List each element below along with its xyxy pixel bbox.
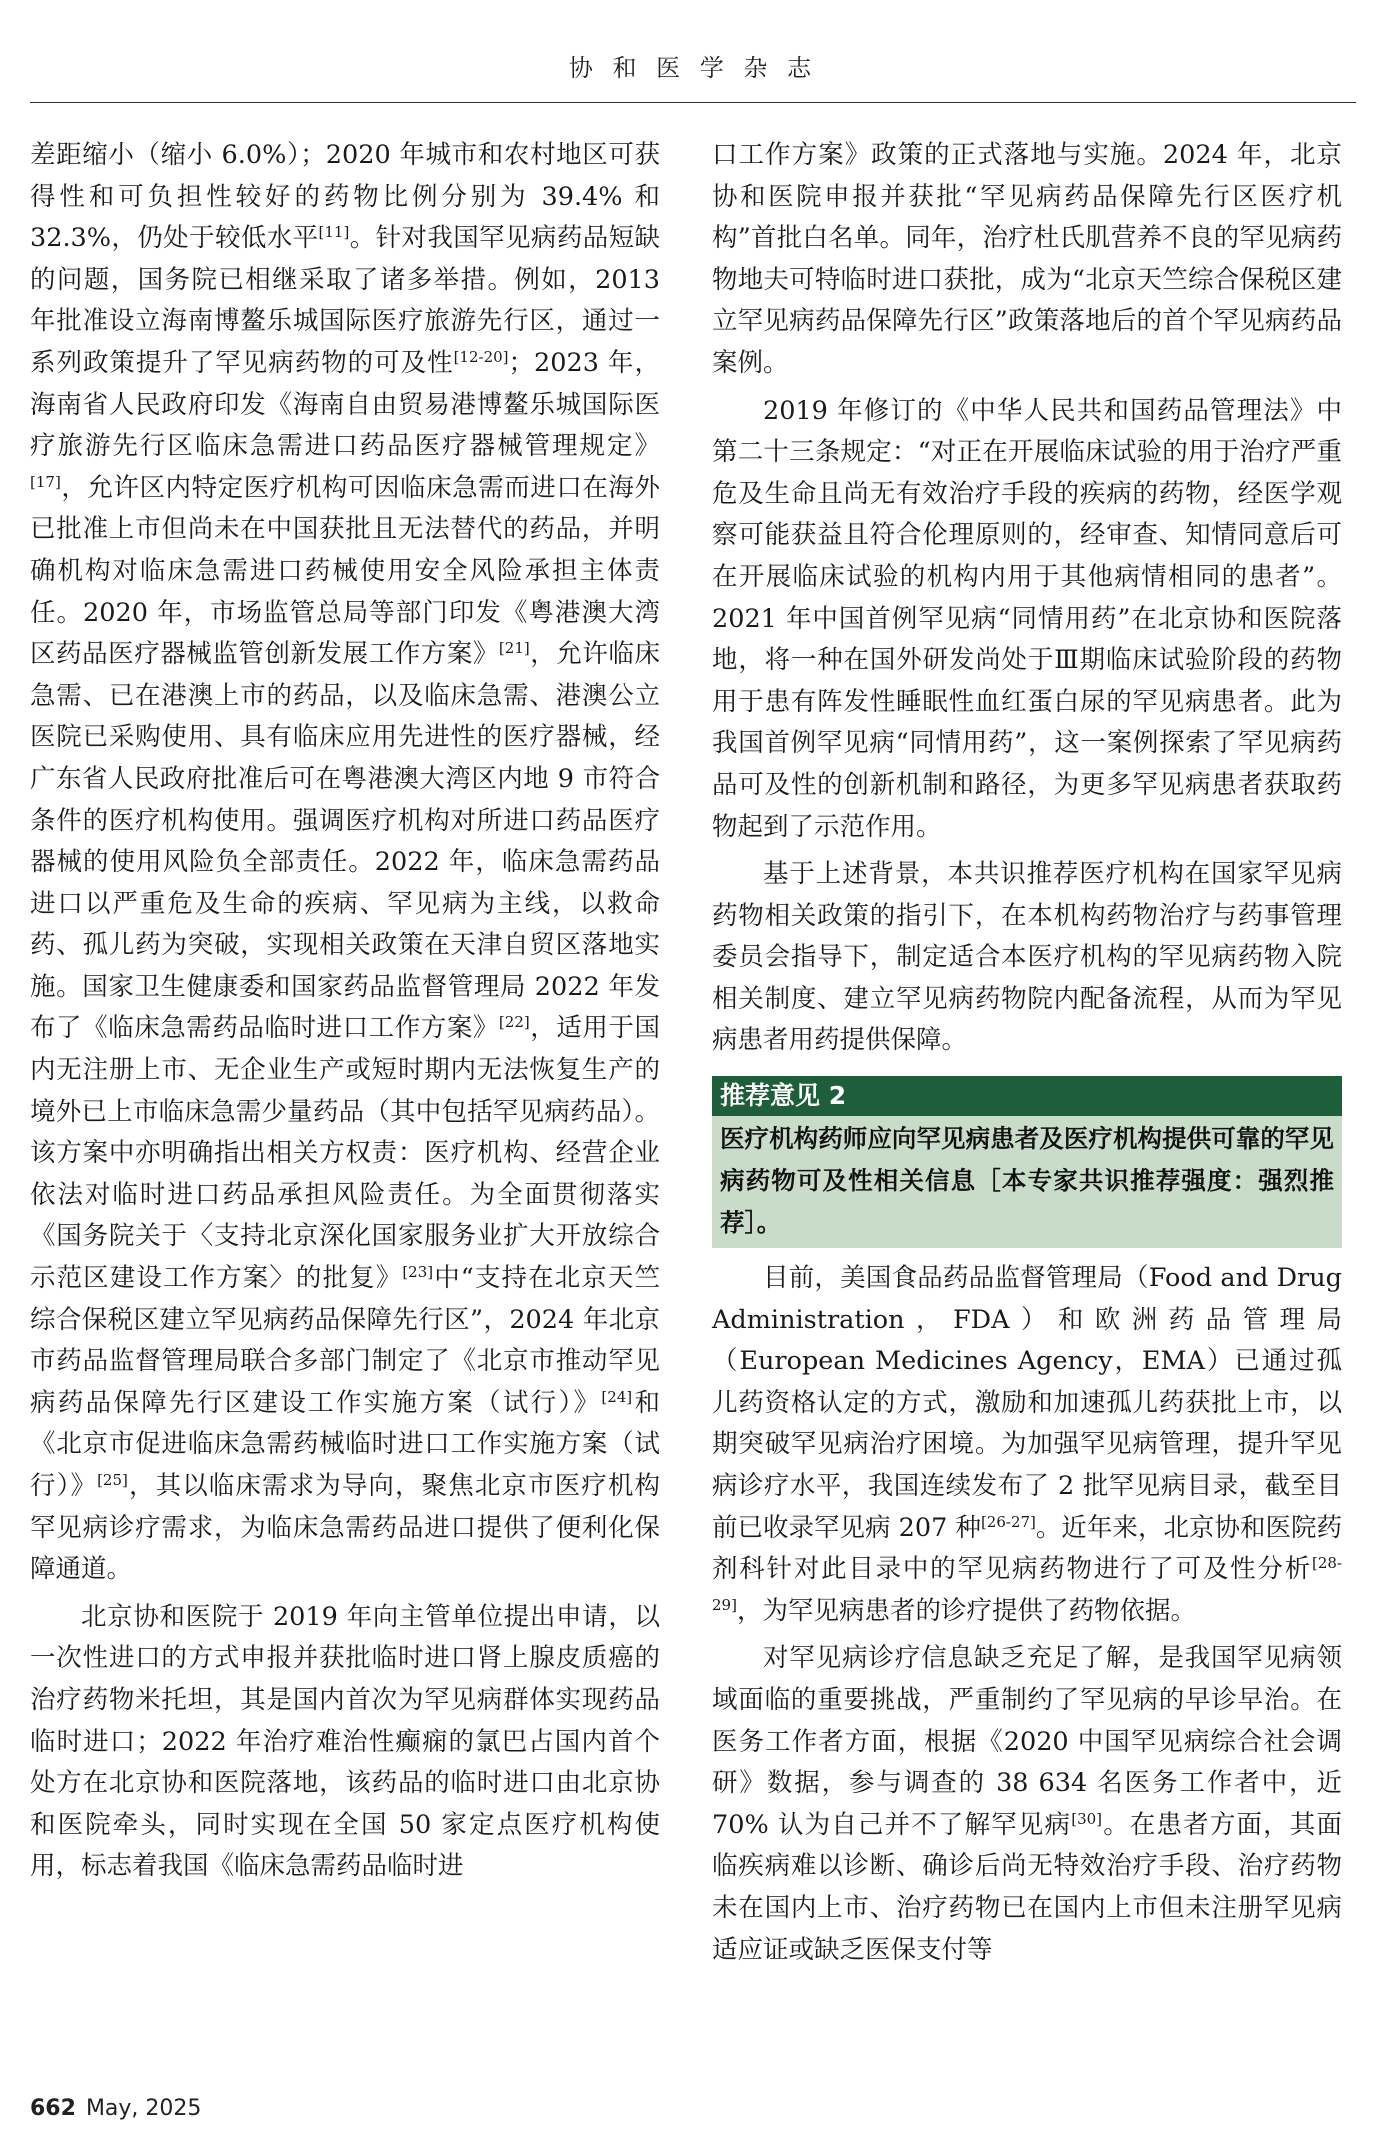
page-number: 662 [30, 2096, 76, 2121]
citation[interactable]: [28-29] [712, 1554, 1342, 1614]
citation[interactable]: [21] [498, 639, 530, 658]
citation[interactable]: [24] [601, 1387, 633, 1406]
paragraph: 口工作方案》政策的正式落地与实施。2024 年，北京协和医院申报并获批“罕见病药品保障先行区医疗机构”首批白名单。同年，治疗杜氏肌营养不良的罕见病药物地夫可特临时进口获批，成为“北京天竺综合保税区建立罕见病药品保障先行区”政策落地后的首个罕见病药品案例。 [712, 140, 1342, 378]
right-column [712, 135, 1342, 1971]
citation[interactable]: [23] [402, 1263, 434, 1282]
recommendation-body: 医疗机构药师应向罕见病患者及医疗机构提供可靠的罕见病药物可及性相关信息［本专家共识推荐强度：强烈推荐］。 [712, 1116, 1342, 1248]
journal-title: 协 和 医 学 杂 志 [568, 54, 818, 82]
paragraph: 对罕见病诊疗信息缺乏充足了解，是我国罕见病领域面临的重要挑战，严重制约了罕见病的早诊早治。在医务工作者方面，根据《2020 中国罕见病综合社会调研》数据，参与调查的 38 634 名医务工作者中，近 70% 认为自己并不了解罕见病[30]。在患者方面，其面临疾病难以诊断、确诊后尚无特效治疗手段、治疗药物未在国内上市、治疗药物已在国内上市但未注册罕见病适应证或缺乏医保支付等 [712, 1643, 1342, 1965]
page-footer [30, 2096, 201, 2121]
citation[interactable]: [17] [30, 472, 61, 491]
citation[interactable]: [22] [498, 1013, 530, 1032]
citation[interactable]: [26-27] [980, 1512, 1036, 1531]
running-header [30, 30, 1356, 103]
issue-date: May, 2025 [85, 2096, 202, 2121]
recommendation-box [712, 1076, 1342, 1248]
paragraph: 目前，美国食品药品监督管理局（Food and Drug Administration，FDA）和欧洲药品管理局（European Medicines Agency，EMA）已通过孤儿药资格认定的方式，激励和加速孤儿药获批上市，以期突破罕见病治疗困境。为加强罕见病管理，提升罕见病诊疗水平，我国连续发布了 2 批罕见病目录，截至目前已收录罕见病 207 种[26-27]。近年来，北京协和医院药剂科针对此目录中的罕见病药物进行了可及性分析[28-29]，为罕见病患者的诊疗提供了药物依据。 [712, 1263, 1342, 1626]
paragraph: 差距缩小（缩小 6.0%）；2020 年城市和农村地区可获得性和可负担性较好的药物比例分别为 39.4% 和 32.3%，仍处于较低水平[11]。针对我国罕见病药品短缺的问题，国务院已相继采取了诸多举措。例如，2013 年批准设立海南博鳌乐城国际医疗旅游先行区，通过一系列政策提升了罕见病药物的可及性[12-20]；2023 年，海南省人民政府印发《海南自由贸易港博鳌乐城国际医疗旅游先行区临床急需进口药品医疗器械管理规定》[17]，允许区内特定医疗机构可因临床急需而进口在海外已批准上市但尚未在中国获批且无法替代的药品，并明确机构对临床急需进口药械使用安全风险承担主体责任。2020 年，市场监管总局等部门印发《粤港澳大湾区药品医疗器械监管创新发展工作方案》[21]，允许临床急需、已在港澳上市的药品，以及临床急需、港澳公立医院已采购使用、具有临床应用先进性的医疗器械，经广东省人民政府批准后可在粤港澳大湾区内地 9 市符合条件的医疗机构使用。强调医疗机构对所进口药品医疗器械的使用风险负全部责任。2022 年，临床急需药品进口以严重危及生命的疾病、罕见病为主线，以救命药、孤儿药为突破，实现相关政策在天津自贸区落地实施。国家卫生健康委和国家药品监督管理局 2022 年发布了《临床急需药品临时进口工作方案》[22]，适用于国内无注册上市、无企业生产或短时期内无法恢复生产的境外已上市临床急需少量药品（其中包括罕见病药品）。该方案中亦明确指出相关方权责：医疗机构、经营企业依法对临时进口药品承担风险责任。为全面贯彻落实《国务院关于〈支持北京深化国家服务业扩大开放综合示范区建设工作方案〉的批复》[23]中“支持在北京天竺综合保税区建立罕见病药品保障先行区”，2024 年北京市药品监督管理局联合多部门制定了《北京市推动罕见病药品保障先行区建设工作实施方案（试行）》[24]和《北京市促进临床急需药械临时进口工作实施方案（试行）》[25]，其以临床需求为导向，聚焦北京市医疗机构罕见病诊疗需求，为临床急需药品进口提供了便利化保障通道。 [30, 140, 660, 1585]
paragraph: 2019 年修订的《中华人民共和国药品管理法》中第二十三条规定：“对正在开展临床试验的用于治疗严重危及生命且尚无有效治疗手段的疾病的药物，经医学观察可能获益且符合伦理原则的，经审查、知情同意后可在开展临床试验的机构内用于其他病情相同的患者”。2021 年中国首例罕见病“同情用药”在北京协和医院落地，将一种在国外研发尚处于Ⅲ期临床试验阶段的药物用于患有阵发性睡眠性血红蛋白尿的罕见病患者。此为我国首例罕见病“同情用药”，这一案例探索了罕见病药品可及性的创新机制和路径，为更多罕见病患者获取药物起到了示范作用。 [712, 395, 1342, 842]
left-column [30, 135, 660, 1888]
recommendation-title: 推荐意见 2 [712, 1076, 1342, 1116]
citation[interactable]: [25] [97, 1471, 128, 1489]
paragraph: 北京协和医院于 2019 年向主管单位提出申请，以一次性进口的方式申报并获批临时进口肾上腺皮质癌的治疗药物米托坦，其是国内首次为罕见病群体实现药品临时进口；2022 年治疗难治性癫痫的氯巴占国内首个处方在北京协和医院落地，该药品的临时进口由北京协和医院牵头，同时实现在全国 50 家定点医疗机构使用，标志着我国《临床急需药品临时进 [30, 1601, 660, 1882]
paragraph: 基于上述背景，本共识推荐医疗机构在国家罕见病药物相关政策的指引下，在本机构药物治疗与药事管理委员会指导下，制定适合本医疗机构的罕见病药物入院相关制度、建立罕见病药物院内配备流程，从而为罕见病患者用药提供保障。 [712, 859, 1342, 1056]
citation[interactable]: [11] [318, 223, 350, 242]
citation[interactable]: [12-20] [453, 347, 509, 366]
citation[interactable]: [30] [1071, 1809, 1103, 1828]
